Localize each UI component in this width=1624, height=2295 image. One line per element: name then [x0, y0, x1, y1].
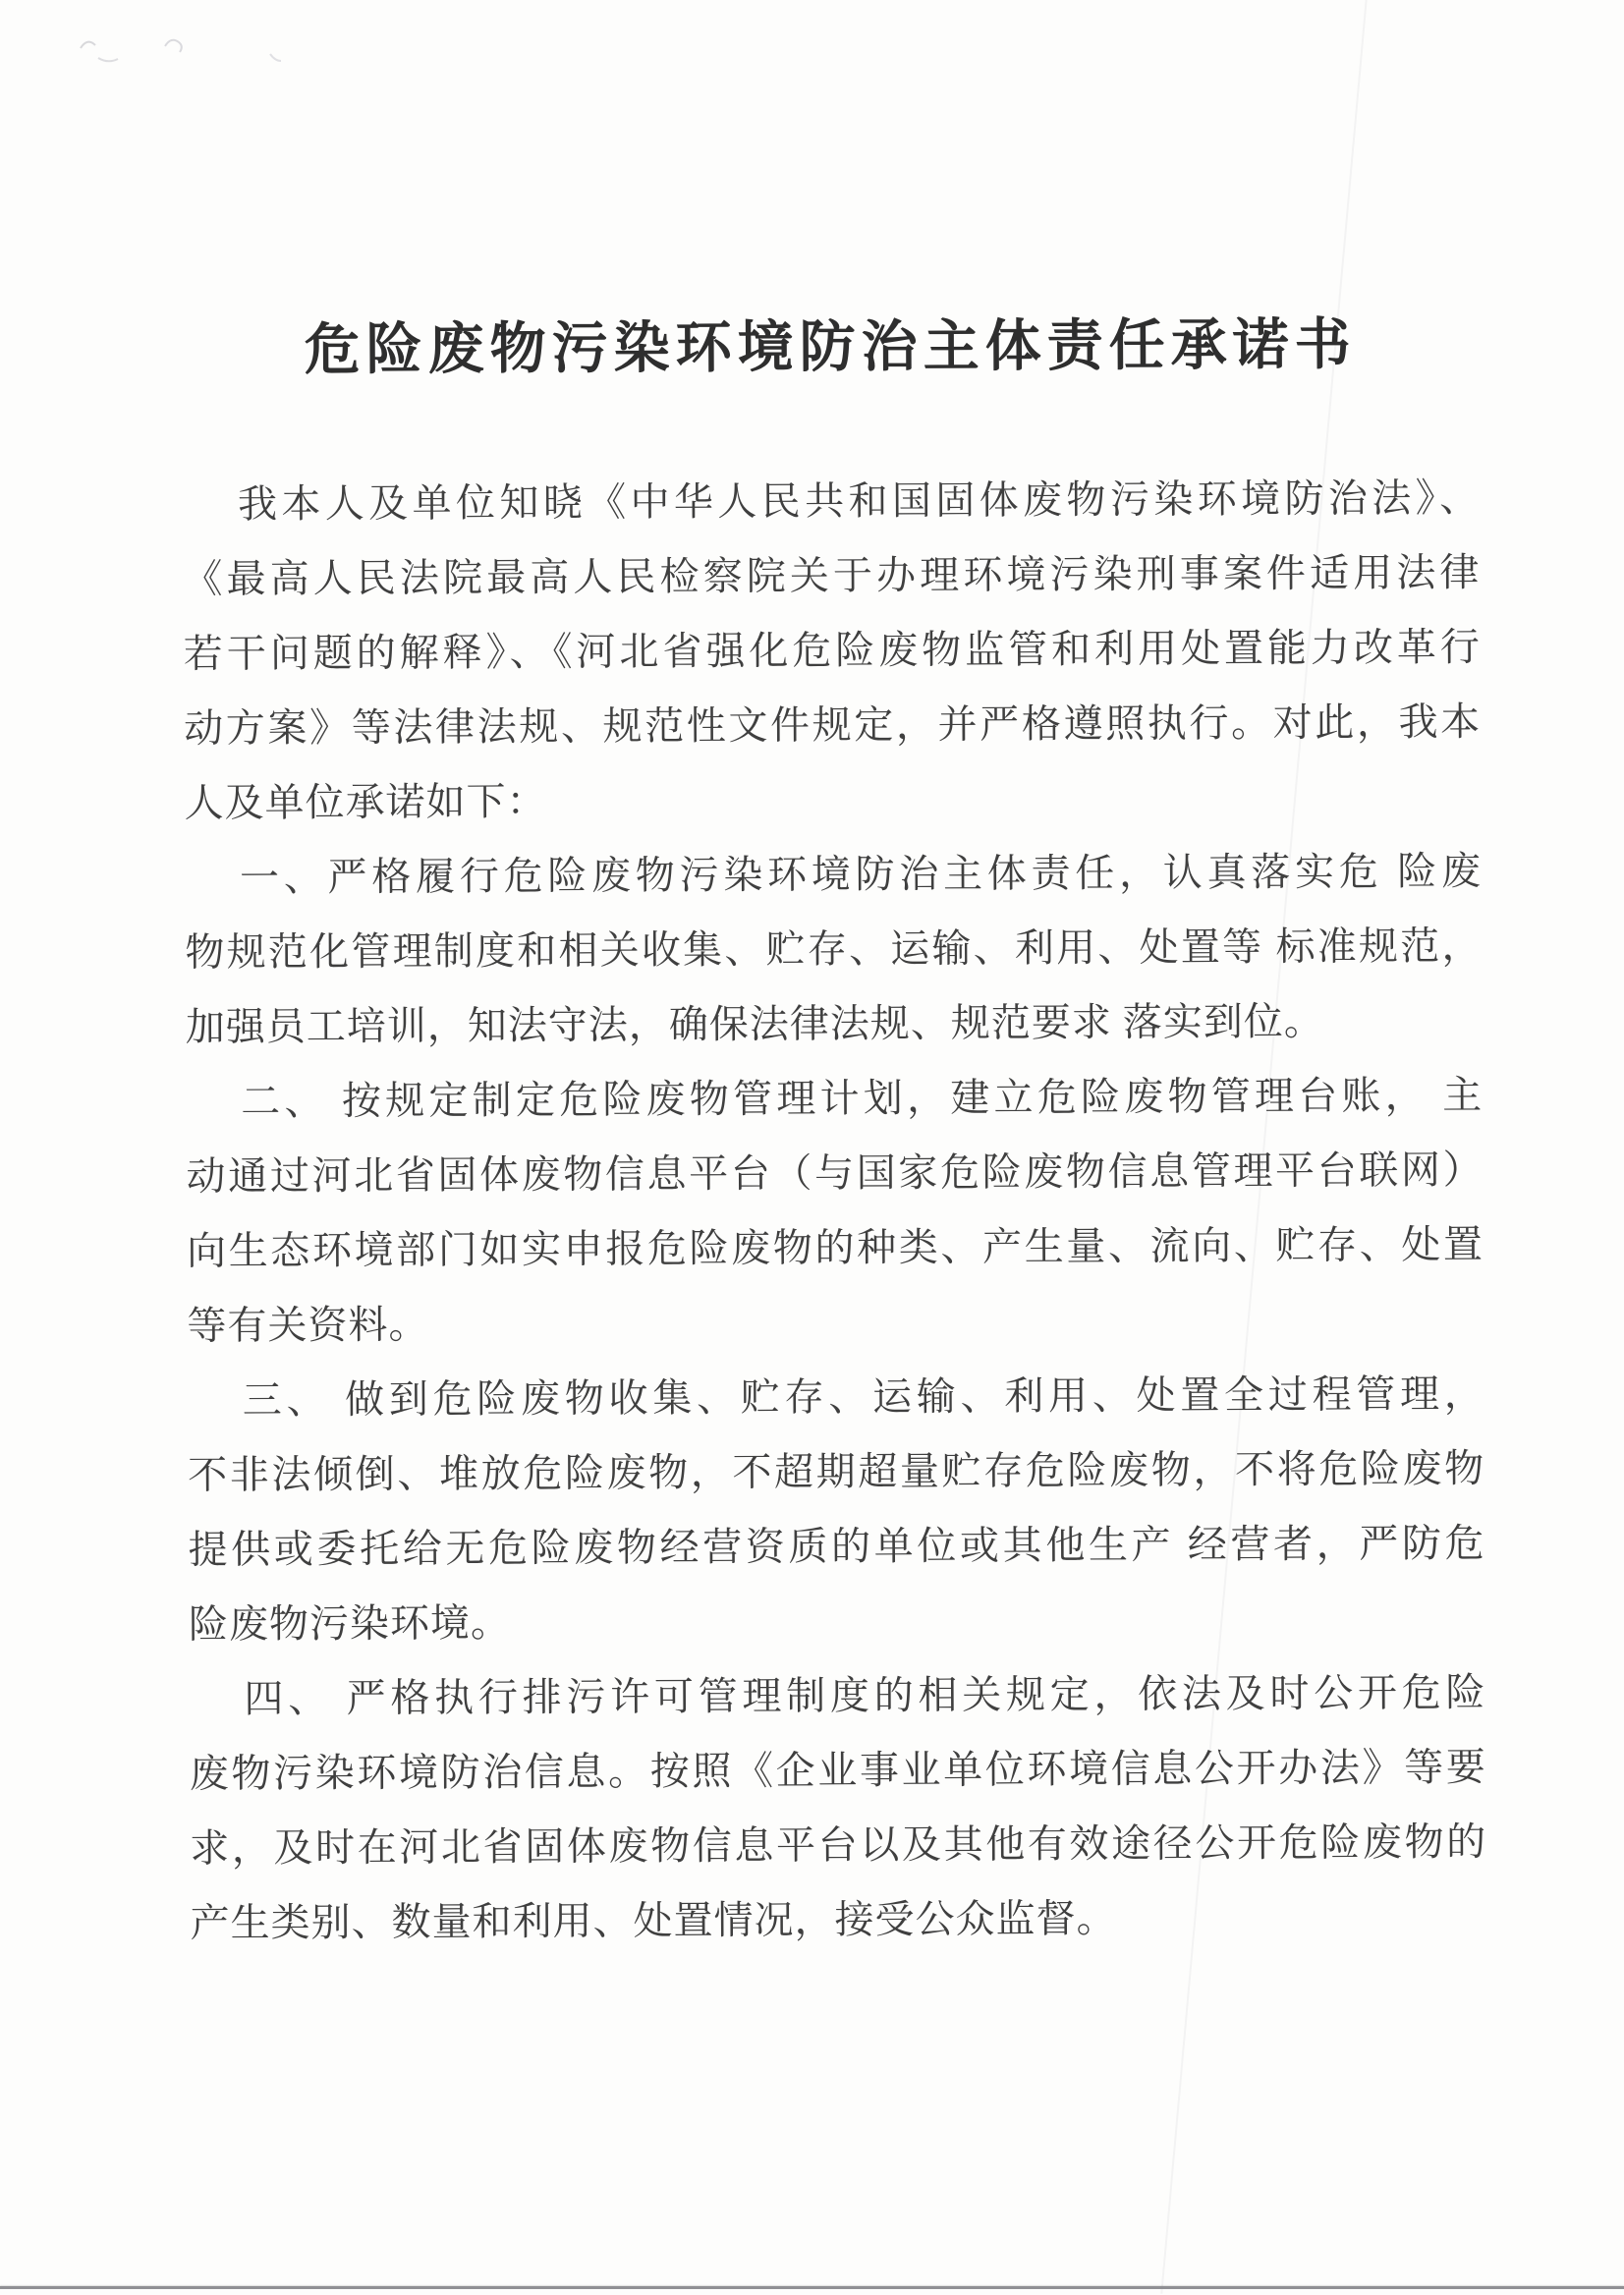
pencil-mark-artifacts: [59, 25, 314, 74]
document-line: 动通过河北省固体废物信息平台（与国家危险废物信息管理平台联网）: [186, 1148, 1484, 1199]
document-line: 险废物污染环境。: [188, 1600, 512, 1647]
scan-bottom-edge: [0, 2286, 1624, 2289]
document-line: 我本人及单位知晓《中华人民共和国固体废物污染环境防治法》、: [237, 476, 1481, 527]
document-line: 向生态环境部门如实申报危险废物的种类、产生量、流向、贮存、处置: [186, 1222, 1484, 1273]
document-body: [183, 461, 1487, 1961]
document-line: 加强员工培训，知法守法，确保法律法规、规范要求 落实到位。: [185, 998, 1324, 1049]
document-line: 动方案》等法律法规、规范性文件规定，并严格遵照执行。对此，我本: [184, 700, 1482, 751]
document-line: 等有关资料。: [187, 1302, 429, 1348]
document-line: 产生类别、数量和利用、处置情况，接受公众监督。: [190, 1896, 1117, 1945]
document-line: 废物污染环境防治信息。按照《企业事业单位环境信息公开办法》等要: [189, 1745, 1486, 1796]
document-line: 三、 做到危险废物收集、贮存、运输、利用、处置全过程管理，: [242, 1371, 1484, 1423]
document-line: 人及单位承诺如下：: [184, 779, 547, 825]
document-line: 一、严格履行危险废物污染环境防治主体责任，认真落实危 险废: [239, 849, 1483, 900]
document-line: 物规范化管理制度和相关收集、贮存、运输、利用、处置等 标准规范，: [185, 924, 1483, 975]
document-title: 危险废物污染环境防治主体责任承诺书: [304, 313, 1357, 382]
document-line: 《最高人民法院最高人民检察院关于办理环境污染刑事案件适用法律: [183, 550, 1481, 601]
document-content: [182, 306, 1487, 1961]
document-line: 不非法倾倒、堆放危险废物，不超期超量贮存危险废物，不将危险废物: [188, 1446, 1485, 1497]
document-line: 提供或委托给无危险废物经营资质的单位或其他生产 经营者，严防危: [188, 1521, 1485, 1572]
document-line: 二、 按规定制定危险废物管理计划，建立危险废物管理台账， 主: [241, 1073, 1484, 1124]
document-line: 若干问题的解释》、《河北省强化危险废物监管和利用处置能力改革行: [183, 625, 1481, 676]
document-line: 四、 严格执行排污许可管理制度的相关规定，依法及时公开危险: [244, 1670, 1486, 1721]
document-line: 求，及时在河北省固体废物信息平台以及其他有效途径公开危险废物的: [190, 1819, 1487, 1871]
